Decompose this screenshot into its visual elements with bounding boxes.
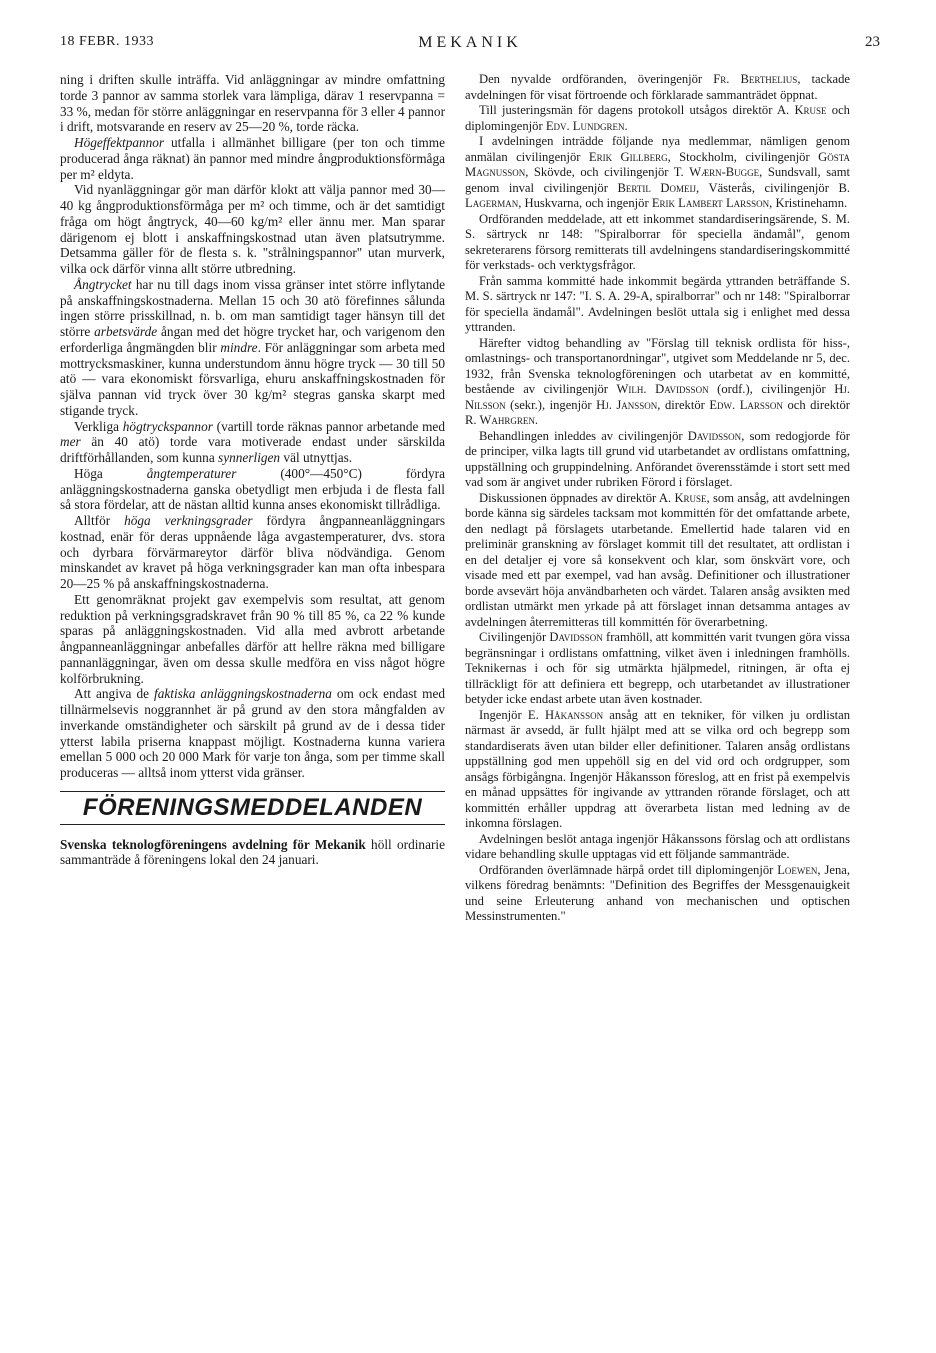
paragraph-text: . <box>624 118 628 133</box>
paragraph-lecture <box>465 863 850 925</box>
person-name: Loewen <box>777 862 818 877</box>
section-title: FÖRENINGSMEDDELANDEN <box>82 793 423 821</box>
paragraph-text: än 40 atö) torde vara motiverade endast under särskilda driftförhållanden, som kunna <box>60 434 445 465</box>
paragraph-text: , Västerås, civilingenjör B. <box>696 180 850 195</box>
paragraph-davidsson-reply <box>465 630 850 708</box>
paragraph-text: , Kristinehamn. <box>769 196 848 210</box>
paragraph-text: ångan med det högre trycket har, och varigenom den erforderliga ångmängden blir <box>60 324 445 355</box>
paragraph-high-pressure-boilers <box>60 419 445 466</box>
paragraph-text: Ingenjör E. <box>479 707 545 722</box>
person-name: Wærn-Bugge <box>689 165 760 179</box>
paragraph-text: Diskussionen öppnades av direktör A. <box>479 490 675 505</box>
association-name: Svenska teknologföreningens avdelning för Mekanik <box>60 836 366 852</box>
paragraph-new-members <box>465 134 850 212</box>
person-name: Hj. Nilsson <box>465 382 850 412</box>
paragraph-text: Höga <box>74 465 147 481</box>
paragraph-glossary-proposal <box>465 336 850 429</box>
section-rule-top <box>60 791 445 792</box>
paragraph-standardization-matter: Ordföranden meddelade, att ett inkommet standardiseringsärende, S. M. S. särtryck nr 148: "Spiralborrar för speciella ändamål", genom sekreterarens försorg remitterats till avdelningens standardiseringskommitté för verkstads- och verktygsfrågor. <box>465 211 850 272</box>
person-name: Fr. Berthelius <box>713 72 798 86</box>
paragraph-high-output-boilers <box>60 135 445 182</box>
paragraph-project-example: Ett genomräknat projekt gav exempelvis som resultat, att genom reduktion på verkningsgradskravet från 90 % till 85 %, ca 22 % kunde sparas på anläggningskostnaden. Vid alla med avbrott arbetande ångpanneanläggningar anbefalles därför att hellre räkna med billigare pannanläggningar, även om dessa skulle medföra en viss något högre kolförbrukning. <box>60 591 445 686</box>
paragraph-committee-statements: Från samma kommitté hade inkommit begärda yttranden beträffande S. M. S. särtryck nr 147: "I. S. A. 29-A, spiralborrar" och nr 148: "Spiralborrar för speciella ändamål". Avdelningen beslöt uttala sig i enlighet med dessa yttranden. <box>465 273 850 334</box>
paragraph-text: , Huskvarna, och ingenjör <box>518 196 652 210</box>
paragraph-text: fördyra ångpanneanläggningars kostnad, enär för deras uppnående låga avgastemperaturer, dvs. stora och dyrbara förvärmareytor därför bliva nödvändiga. Genom minskandet av kravet på höga verkningsgrader kan man ofta inbespara 20—25 % på anskaffningskostnaderna. <box>60 513 446 591</box>
left-column <box>60 72 445 868</box>
paragraph-text: , Skövde, och civilingenjör T. <box>525 165 690 179</box>
paragraph-decision: Avdelningen beslöt antaga ingenjör Håkanssons förslag och att ordlistans vidare behandling skulle upptagas vid ett följande sammanträde. <box>465 831 850 861</box>
paragraph-actual-costs <box>60 686 445 781</box>
paragraph-hakansson-proposal <box>465 708 850 832</box>
person-name: Håkansson <box>544 707 604 722</box>
paragraph-text: , Stockholm, civilingenjör <box>667 149 819 164</box>
paragraph-kruse-discussion <box>465 491 850 631</box>
page-header <box>60 34 880 58</box>
header-journal-title: MEKANIK <box>418 34 522 51</box>
emphasis-term: Ångtrycket <box>74 276 132 292</box>
paragraph-text: , direktör <box>657 397 710 412</box>
paragraph-adjusters <box>465 103 850 134</box>
paragraph-new-installations: Vid nyanläggningar gör man därför klokt att välja pannor med 30—40 kg ångproduktionsförmåga per m² och timme, och är det samtidigt fråga om högt ångtryck, 40—60 kg/m² eller ännu mer. Man sparar därigenom ej blott i anskaffningskostnad utan även platsutrymme. Detsamma gäller för de flesta s. k. "strålningspannor" utan murverk, vilka ock därför vinna allt större utbredning. <box>60 182 445 276</box>
emphasis-term: mindre <box>220 339 258 355</box>
person-name: Davidsson <box>549 630 603 644</box>
paragraph-text: (ordf.), civilingenjör <box>708 382 835 396</box>
paragraph-text: . <box>534 413 539 427</box>
emphasis-term: arbetsvärde <box>94 324 158 339</box>
paragraph-text: Ordföranden överlämnade härpå ordet till diplomingenjör <box>479 862 778 877</box>
person-name: Gösta Magnusson <box>465 149 850 179</box>
person-name: Erik Gillberg <box>588 149 668 164</box>
paragraph-reserve-boilers: ning i driften skulle inträffa. Vid anläggningar av mindre omfattning torde 3 pannor av samma storlek vara lämpliga, därav 1 reservpanna = 33 %, medan för större anläggningar en reservpanna för 3 eller 4 pannor i drift, motsvarande en reserv av 25—20 %, torde räcka. <box>60 72 445 135</box>
paragraph-text: , som ansåg, att avdelningen borde känna sig särdeles tacksam mot kommittén för det omfattande arbete, den nedlagt på förslagets utarbetande. Emellertid hade talaren vid en preliminär granskning av förslaget kommit till det resultatet, att ordlistan i en del detaljer ej vore så konsekvent och klar, som önskvärt vore, och visade med ett par exempel, vad han avsåg. Definitioner och illustrationer borde avsevärt höja användbarheten och värdet. Talaren ansåg avsikten med ordlistan utmärkt men yrkade på att förslaget innan detsamma antages av avdelningen återremitteras till kommittén för överarbetning. <box>465 490 850 629</box>
paragraph-text: Härefter vidtog behandling av "Förslag till teknisk ordlista för hiss-, omlastnings- och transportanordningar", utgivet som Meddelande nr 5, dec. 1932, från Svenska teknologföreningen och utarbetat av en kommitté, bestående av civilingenjör <box>465 335 850 396</box>
person-name: Lagerman <box>465 196 519 210</box>
paragraph-text: , Sundsvall, samt genom inval civilingenjör <box>465 165 850 195</box>
person-name: Erik Lambert Larsson <box>651 196 770 210</box>
person-name: Kruse <box>674 490 707 505</box>
right-column <box>465 72 850 925</box>
paragraph-new-chairman <box>465 72 850 103</box>
header-page-number: 23 <box>865 34 880 50</box>
emphasis-term: faktiska anläggningskostnaderna <box>154 686 332 702</box>
person-name: Hj. Jansson <box>596 397 658 412</box>
person-name: Wilh. Davidsson <box>616 382 709 396</box>
paragraph-text: Civilingenjör <box>479 630 550 644</box>
emphasis-term: höga verkningsgrader <box>124 513 253 528</box>
paragraph-text: , Jena, vilkens föredrag benämnts: "Definition des Begriffes der Messgenauigkeit und seine Erleuterung anhand von mechanischen und optischen Messinstrumenten." <box>465 862 850 923</box>
section-rule-bottom <box>60 824 445 825</box>
paragraph-text: och direktör <box>782 397 851 412</box>
paragraph-text: Alltför <box>74 513 125 528</box>
paragraph-text: , tackade avdelningen för visat förtroende och förklarade sammanträdet öppnat. <box>465 72 850 102</box>
paragraph-text: Till justeringsmän för dagens protokoll utsågos direktör A. <box>479 103 795 117</box>
paragraph-efficiency <box>60 513 445 592</box>
paragraph-text: Verkliga <box>74 418 123 434</box>
emphasis-term: synnerligen <box>218 450 281 465</box>
person-name: Bertil Domeij <box>617 180 696 195</box>
emphasis-term: ångtemperaturer <box>146 465 237 481</box>
paragraph-text: , som redogjorde för de principer, vilka lagts till grund vid utarbetandet av ordlistans omfattning, uppställning och gruppindelning. Anförandet överensstämde i stort sett med vad som är angivet under rubriken Förord i förslaget. <box>465 428 850 489</box>
paragraph-text: ansåg att en tekniker, för vilken ju ordlistan närmast är avsedd, är fullt hjälpt med att se vilka ord och begrepp som standardiserats även utan bilder eller definitioner. Talaren ansåg ordlistans uppställning god men uppehöll sig en del vid ord och ordgrupper, som ansågs förbigångna. Ingenjör Håkansson föreslog, att en frist på exempelvis en månad uppsättes för ingivande av yttranden rörande förslaget, och att kommittén erhåller uppdrag att överarbeta listan med ledning av de inkomna förslagen. <box>465 707 850 830</box>
emphasis-term: mer <box>60 434 81 450</box>
emphasis-term: Högeffektpannor <box>74 135 165 150</box>
paragraph-text: I avdelningen inträdde följande nya medlemmar, nämligen genom anmälan civilingenjör <box>465 134 850 164</box>
paragraph-steam-temperatures <box>60 466 445 513</box>
person-name: R. Wahrgren <box>465 413 535 427</box>
person-name: Davidsson <box>687 428 742 443</box>
paragraph-text: (400°—450°C) fördyra anläggningskostnaderna ganska obetydligt men erbjuda i de flesta fall så stora fördelar, att de nästan alltid kunna anses ekonomiskt tillrådliga. <box>60 465 445 513</box>
paragraph-text: (sekr.), ingenjör <box>505 397 597 412</box>
paragraph-text: framhöll, att kommittén varit tvungen göra vissa begränsningar i ordlistans omfattning, vilket även i inledningen framhölls. Teknikernas i och för sig utmärkta hjälpmedel, ritningen, är ofta ej tillräckligt för att definiera ett begrepp, och utarbetandet av illustrationer betyder icke endast arbete utan även kostnader. <box>465 630 850 706</box>
paragraph-steam-pressure <box>60 277 445 419</box>
paragraph-text: (vartill torde räknas pannor arbetande med <box>212 418 445 434</box>
paragraph-association-meeting <box>60 837 445 869</box>
paragraph-text: Att angiva de <box>74 686 155 702</box>
person-name: Edv. Lundgren <box>545 118 625 133</box>
paragraph-text: Den nyvalde ordföranden, överingenjör <box>479 72 714 86</box>
paragraph-text: väl utnyttjas. <box>280 450 353 465</box>
paragraph-text: . För anläggningar som arbeta med mottrycksmaskiner, kunna understundom ännu högre tryck — 30 till 50 atö — vara ekonomiskt försvarliga, ehuru anskaffningskostnaden för själva pannan vid tryck över 30 kg/m² stegras ganska skarpt med stigande tryck. <box>60 339 445 418</box>
paragraph-text: utfalla i allmänhet billigare (per ton och timme producerad ånga räknat) än pannor med mindre ångproduktionsförmåga per m² eldyta. <box>60 135 445 182</box>
paragraph-text: och diplomingenjör <box>465 103 850 133</box>
paragraph-text: om ock endast med tillnärmelsevis noggrannhet är på grund av den stora mångfalden av inverkande omständigheter och särskilt på grund av de i dessa tider ytterst labila priserna knappast möjligt. Kostnaderna kunna variera emellan 5 000 och 20 000 Mark för varje ton ånga, som per timme skall produceras — alltså inom ytterst vida gränser. <box>60 686 445 780</box>
emphasis-term: högtryckspannor <box>122 418 213 434</box>
paragraph-text: Behandlingen inleddes av civilingenjör <box>479 428 688 443</box>
header-date: 18 FEBR. 1933 <box>60 34 155 49</box>
person-name: Edw. Larsson <box>709 397 783 412</box>
paragraph-text: höll ordinarie sammanträde å föreningens lokal den 24 januari. <box>60 836 445 868</box>
paragraph-text: har nu till dags inom vissa gränser intet större inflytande på anskaffningskostnaderna. Mellan 15 och 30 atö förefinnes sålunda ingen större prisskillnad, n. b. om man samtidigt tager hänsyn till det större <box>60 276 445 339</box>
person-name: Kruse <box>794 103 827 117</box>
paragraph-davidsson-intro <box>465 429 850 491</box>
